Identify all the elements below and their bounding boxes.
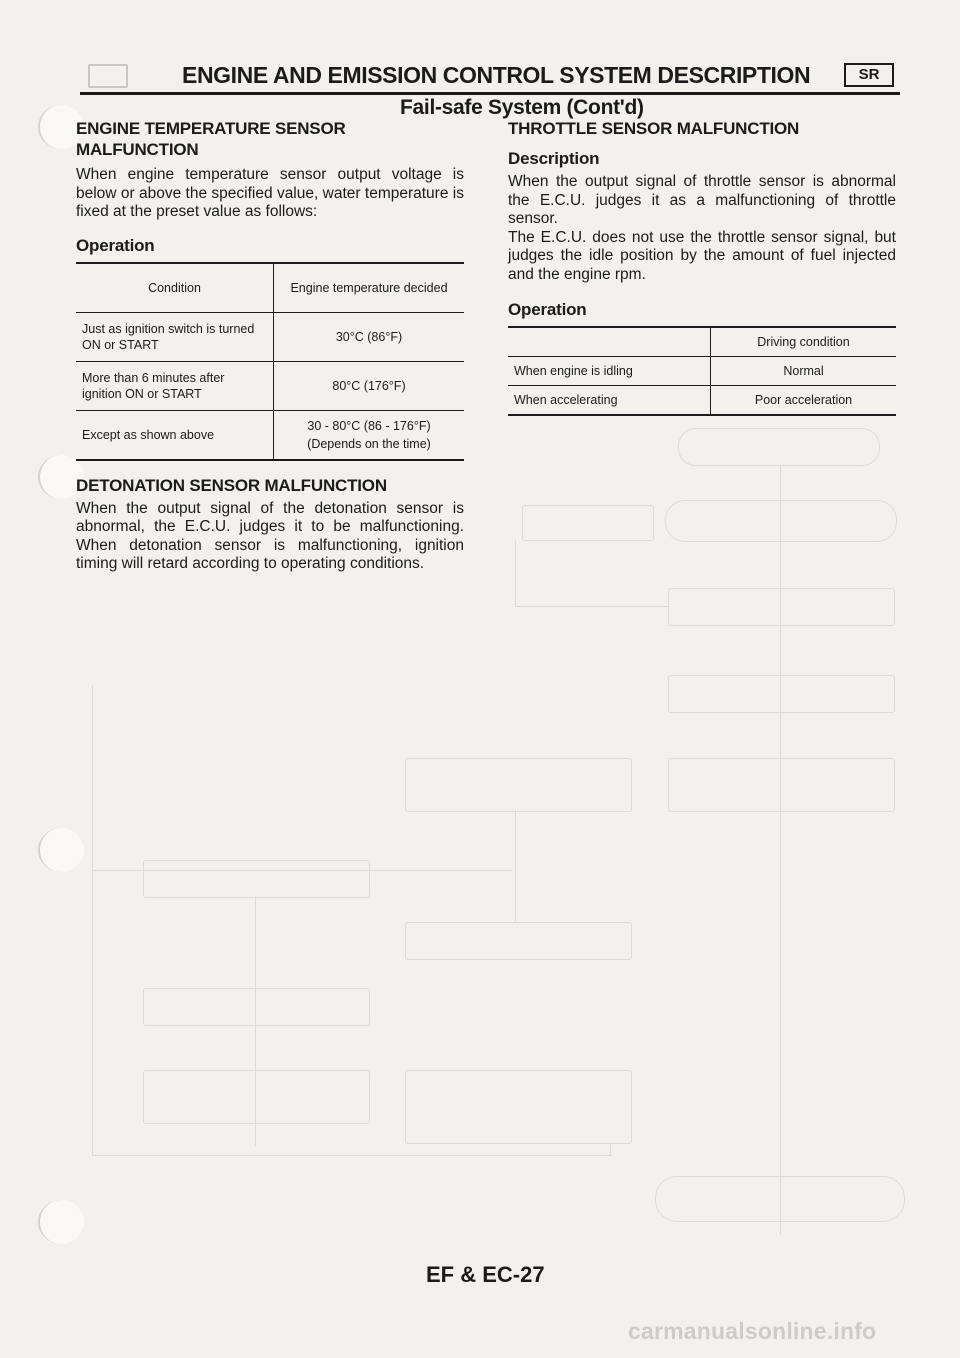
left-column	[76, 118, 464, 574]
page-header	[80, 58, 900, 95]
engine-code-badge: SR	[844, 63, 894, 87]
table-cell: Except as shown above	[76, 410, 274, 460]
watermark: carmanualsonline.info	[628, 1318, 877, 1344]
throttle-paragraph-2: The E.C.U. does not use the throttle sensor signal, but judges the idle position by the amount of fuel injected and the engine rpm.	[508, 228, 896, 283]
table-cell: 30°C (86°F)	[274, 312, 465, 361]
table-cell: When accelerating	[508, 386, 711, 416]
temp-operation-heading: Operation	[76, 235, 155, 255]
binder-hole	[38, 1200, 84, 1244]
table-header-row	[76, 263, 464, 313]
temp-operation-table	[76, 262, 464, 461]
table-header: Condition	[76, 263, 274, 313]
table-row	[76, 410, 464, 460]
page-number: EF & EC-27	[426, 1262, 545, 1287]
detonation-paragraph: When the output signal of the detonation sensor is abnormal, the E.C.U. judges it to be malfunctioning. When detonation sensor is malfunctioning, ignition timing will retard according to operating conditions.	[76, 499, 464, 572]
binder-hole	[38, 828, 84, 872]
right-column	[508, 118, 896, 416]
table-cell: When engine is idling	[508, 357, 711, 386]
table-header	[508, 327, 711, 357]
detonation-heading: DETONATION SENSOR MALFUNCTION	[76, 475, 387, 495]
table-row	[76, 361, 464, 410]
temp-range-note: (Depends on the time)	[307, 436, 431, 451]
table-row	[76, 312, 464, 361]
throttle-paragraph-1: When the output signal of throttle sensor is abnormal the E.C.U. judges it as a malfunctioning of throttle sensor.	[508, 173, 896, 227]
page-title: ENGINE AND EMISSION CONTROL SYSTEM DESCRIPTION	[182, 62, 811, 88]
throttle-operation-table	[508, 326, 896, 416]
temp-range-value: 30 - 80°C (86 - 176°F)	[307, 418, 431, 433]
table-cell: More than 6 minutes after ignition ON or START	[76, 361, 274, 410]
table-header-row	[508, 327, 896, 357]
table-header: Driving condition	[711, 327, 897, 357]
table-cell: Normal	[711, 357, 897, 386]
temp-sensor-paragraph: When engine temperature sensor output voltage is below or above the specified value, water temperature is fixed at the preset value as follows:	[76, 166, 464, 220]
page-subtitle: Fail-safe System (Cont'd)	[400, 96, 644, 119]
temp-sensor-heading-line1: ENGINE TEMPERATURE SENSOR	[76, 119, 346, 138]
throttle-description-heading: Description	[508, 149, 600, 168]
table-cell	[274, 410, 465, 460]
throttle-operation-heading: Operation	[508, 300, 587, 319]
table-header: Engine temperature decided	[274, 263, 465, 313]
temp-sensor-heading	[76, 118, 464, 160]
table-cell: 80°C (176°F)	[274, 361, 465, 410]
table-cell: Just as ignition switch is turned ON or START	[76, 312, 274, 361]
table-cell: Poor acceleration	[754, 393, 853, 407]
temp-sensor-heading-line2: MALFUNCTION	[76, 140, 199, 159]
table-row	[508, 357, 896, 386]
table-row	[508, 386, 896, 416]
section-tab-icon	[88, 64, 128, 88]
throttle-heading: THROTTLE SENSOR MALFUNCTION	[508, 119, 800, 138]
